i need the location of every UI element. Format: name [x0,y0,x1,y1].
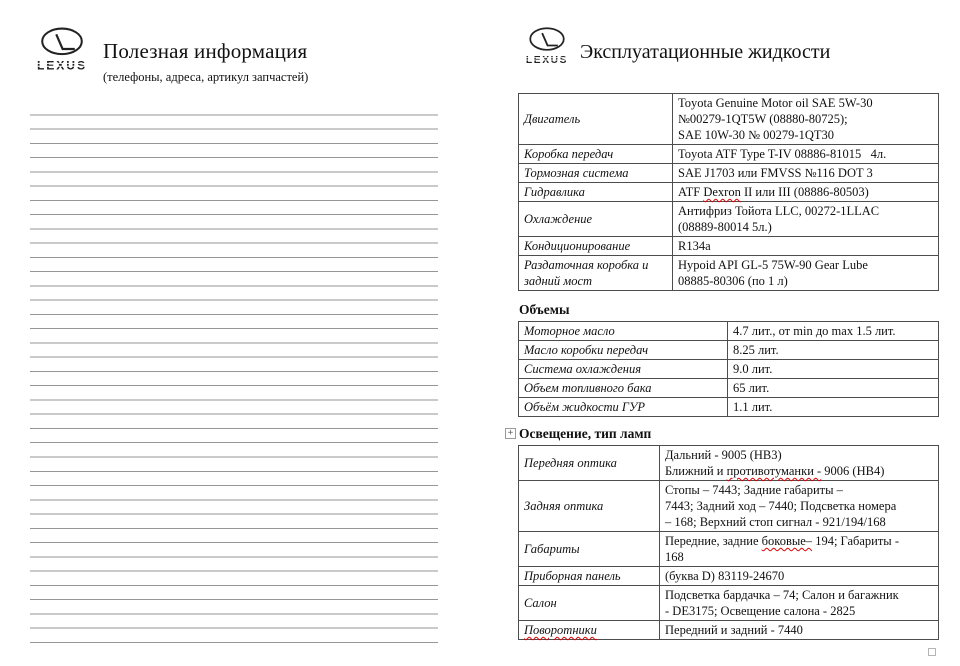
row-label: Раздаточная коробка и задний мост [519,256,673,291]
row-label: Двигатель [519,94,673,145]
table-row [519,481,939,532]
row-label: Гидравлика [519,183,673,202]
table-row [519,164,939,183]
row-label: Охлаждение [519,202,673,237]
row-label: Задняя оптика [519,481,660,532]
row-value: Подсветка бардачка – 74; Салон и багажник - DE3175; Освещение салона - 2825 [660,586,939,621]
table-row [519,94,939,145]
left-page [30,26,440,85]
row-label: Тормозная система [519,164,673,183]
table-row [519,532,939,567]
lighting-heading: Освещение, тип ламп [519,426,652,441]
row-label: Кондиционирование [519,237,673,256]
table-row [519,567,939,586]
row-label: Моторное масло [519,322,728,341]
row-value: Передние, задние боковые– 194; Габариты - 168 [660,532,939,567]
table-resize-handle-icon[interactable] [928,648,936,656]
lexus-logo-icon [30,26,94,72]
table-row [519,398,939,417]
table-row [519,446,939,481]
row-value: Передний и задний - 7440 [660,621,939,640]
row-value: 1.1 лит. [728,398,939,417]
table-row [519,360,939,379]
row-value: Дальний - 9005 (HB3) Ближний и противотуманки - 9006 (HB4) [660,446,939,481]
lexus-logo-icon [520,26,574,65]
right-page [507,26,939,640]
row-value: Hypoid API GL-5 75W-90 Gear Lube 08885-80306 (по 1 л) [673,256,939,291]
fluids-table [518,93,939,291]
left-title-block [103,26,308,85]
page-subtitle: (телефоны, адреса, артикул запчастей) [103,70,309,84]
row-value: Toyota Genuine Motor oil SAE 5W-30 №00279-1QT5W (08880-80725); SAE 10W-30 № 00279-1QT30 [673,94,939,145]
row-value: 9.0 лит. [728,360,939,379]
row-label: Масло коробки передач [519,341,728,360]
table-row [519,183,939,202]
row-label: Коробка передач [519,145,673,164]
page-title: Полезная информация [103,39,308,63]
table-row [519,621,939,640]
row-value: 4.7 лит., от min до max 1.5 лит. [728,322,939,341]
row-value: ATF Dexron II или III (08886-80503) [673,183,939,202]
row-label: Салон [519,586,660,621]
ruled-lines [30,101,438,647]
row-label: Система охлаждения [519,360,728,379]
table-row [519,202,939,237]
table-row [519,341,939,360]
row-value: SAE J1703 или FMVSS №116 DOT 3 [673,164,939,183]
row-label: Габариты [519,532,660,567]
row-value: R134a [673,237,939,256]
row-value: Toyota ATF Type T-IV 08886-81015 4л. [673,145,939,164]
lexus-wordmark: LEXUS [525,54,569,65]
volumes-table [518,321,939,417]
row-label: Объем топливного бака [519,379,728,398]
row-label: Передняя оптика [519,446,660,481]
table-row [519,237,939,256]
row-label: Приборная панель [519,567,660,586]
lighting-heading-row [507,426,939,442]
row-value: Стопы – 7443; Задние габариты – 7443; Задний ход – 7440; Подсветка номера – 168; Верхний стоп сигнал - 921/194/168 [660,481,939,532]
table-row [519,145,939,164]
lexus-wordmark: LEXUS [36,58,88,72]
outline-expand-icon[interactable]: + [505,428,516,439]
volumes-heading: Объемы [519,302,570,317]
row-value: Антифриз Тойота LLC, 00272-1LLAC (08889-80014 5л.) [673,202,939,237]
row-value: 65 лит. [728,379,939,398]
page-title: Эксплуатационные жидкости [580,41,831,63]
row-label: Поворотники [519,621,660,640]
lighting-table [518,445,939,640]
table-row [519,256,939,291]
row-value: 8.25 лит. [728,341,939,360]
left-header [30,26,440,85]
right-header [520,26,939,66]
table-row [519,586,939,621]
row-label: Объём жидкости ГУР [519,398,728,417]
row-value: (буква D) 83119-24670 [660,567,939,586]
table-row [519,379,939,398]
table-row [519,322,939,341]
